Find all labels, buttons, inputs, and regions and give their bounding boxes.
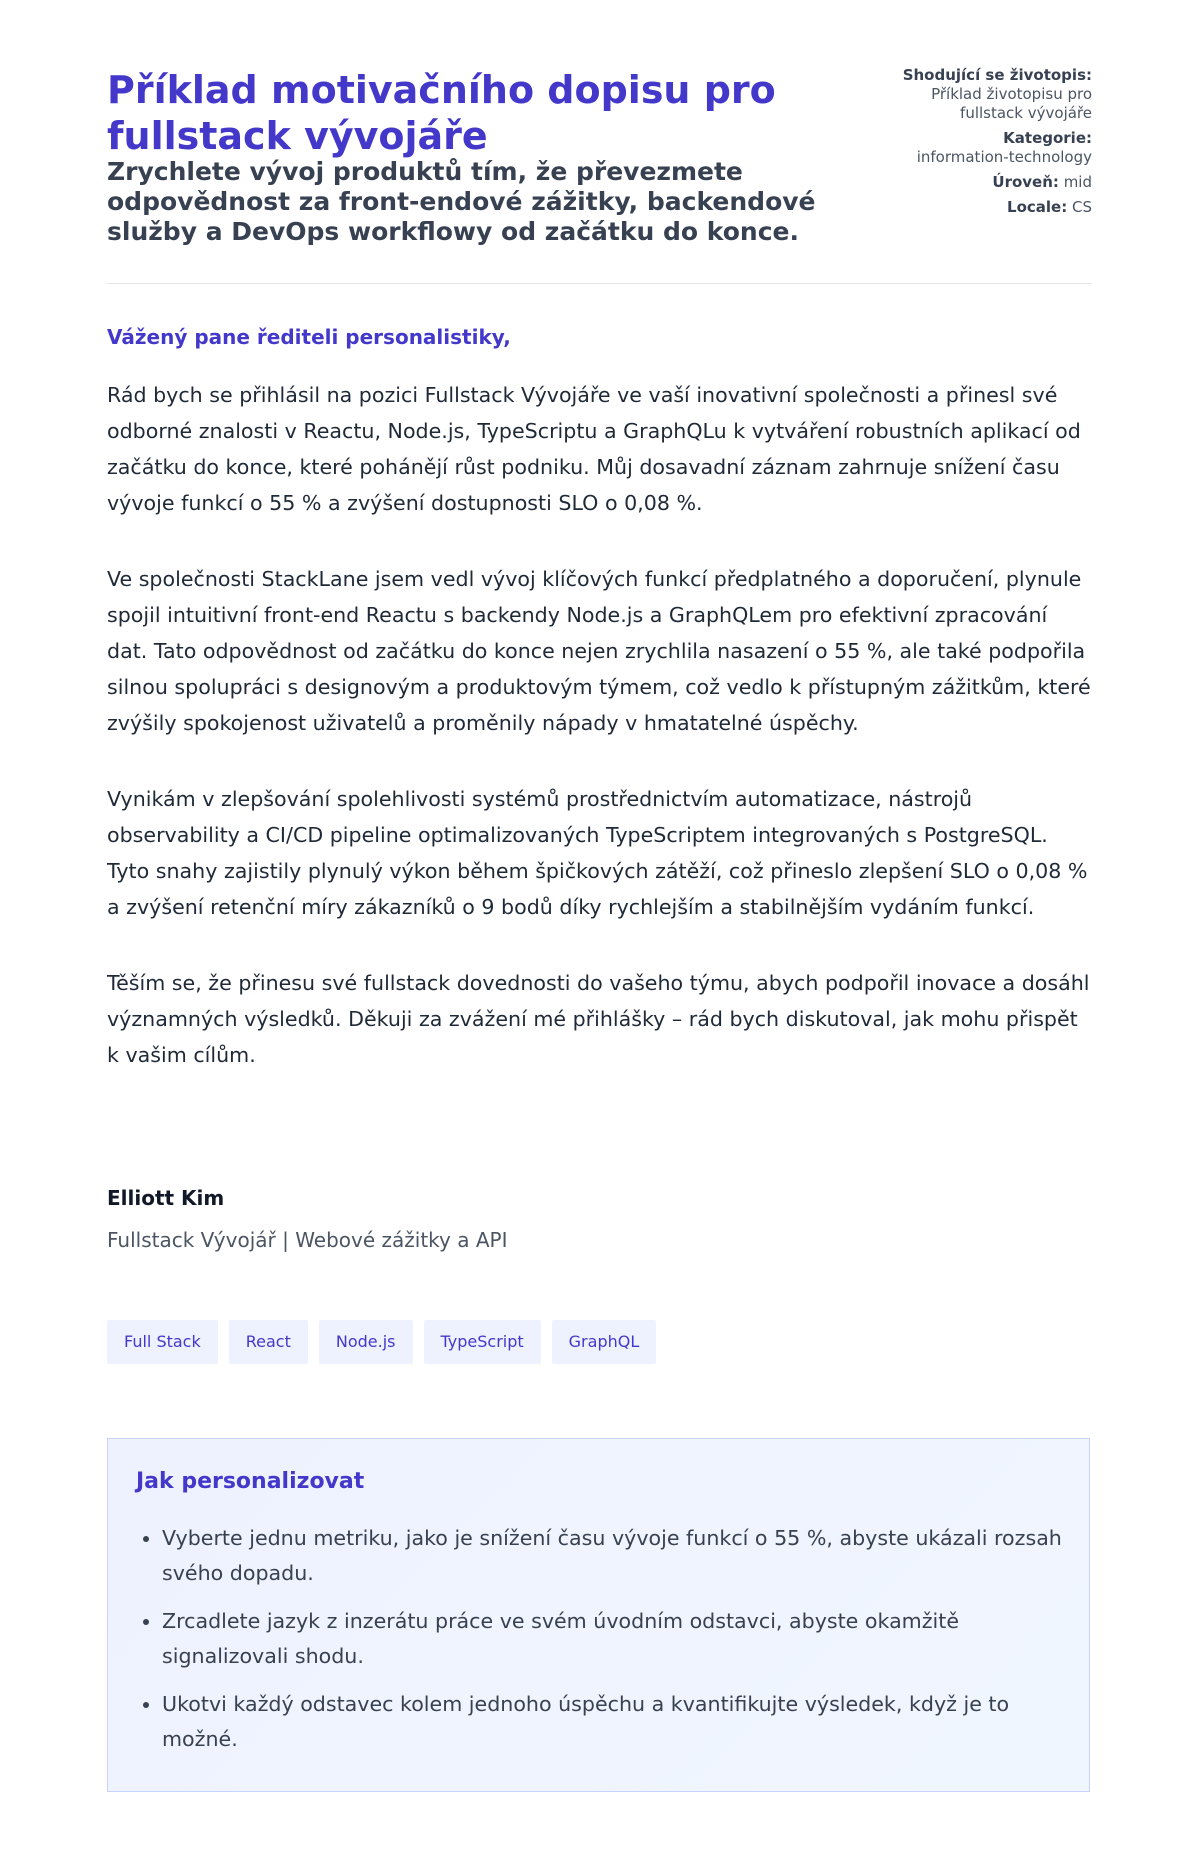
- meta-locale: [882, 198, 1092, 217]
- signature-name: Elliott Kim: [107, 1186, 225, 1210]
- meta-matching-label: Shodující se životopis:: [902, 66, 1092, 84]
- tag-typescript: TypeScript: [424, 1320, 541, 1364]
- page-title: Příklad motivačního dopisu pro fullstack vývojáře: [107, 68, 776, 158]
- letter-body: [107, 322, 1092, 1113]
- meta-category-label: Kategorie:: [1003, 129, 1092, 147]
- tag-full-stack: Full Stack: [107, 1320, 218, 1364]
- tip-item-3: • Ukotvi každý odstavec kolem jednoho úspěchu a kvantifikujte výsledek, když je to možné.: [162, 1687, 1062, 1757]
- letter-paragraph-2: Ve společnosti StackLane jsem vedl vývoj klíčových funkcí předplatného a doporučení, plynule spojil intuitivní front-end Reactu s backendy Node.js a GraphQLem pro efektivní zpracování dat. Tato odpovědnost od začátku do konce nejen zrychlila nasazení o 55 %, ale také podpořila silnou spolupráci s designovým a produktovým týmem, což vedlo k přístupným zážitkům, které zvýšily spokojenost uživatelů a proměnily nápady v hmatatelné úspěchy.: [107, 567, 1091, 735]
- tag-graphql: GraphQL: [552, 1320, 657, 1364]
- page-subtitle: Zrychlete vývoj produktů tím, že převezmete odpovědnost za front-endové zážitky, backendové služby a DevOps workflowy od začátku do konce.: [107, 157, 816, 246]
- meta-matching-resume: [882, 66, 1092, 123]
- meta-level-value: mid: [1063, 173, 1092, 191]
- signature-block: [107, 1183, 1092, 1255]
- letter-paragraph-1: Rád bych se přihlásil na pozici Fullstack Vývojáře ve vaší inovativní společnosti a přinesl své odborné znalosti v Reactu, Node.js, TypeScriptu a GraphQLu k vytváření robustních aplikací od začátku do konce, které pohánějí růst podniku. Můj dosavadní záznam zahrnuje snížení času vývoje funkcí o 55 % a zvýšení dostupnosti SLO o 0,08 %.: [107, 383, 1081, 515]
- letter-greeting: Vážený pane řediteli personalistiky,: [107, 325, 511, 349]
- meta-level-label: Úroveň:: [992, 173, 1059, 191]
- letter-paragraph-3: Vynikám v zlepšování spolehlivosti systémů prostřednictvím automatizace, nástrojů observability a CI/CD pipeline optimalizovaných TypeScriptem integrovaných s PostgreSQL. Tyto snahy zajistily plynulý výkon během špičkových zátěží, což přineslo zlepšení SLO o 0,08 % a zvýšení retenční míry zákazníků o 9 bodů díky rychlejším a stabilnějším vydáním funkcí.: [107, 787, 1088, 919]
- tip-item-2: • Zrcadlete jazyk z inzerátu práce ve svém úvodním odstavci, abyste okamžitě signalizovali shodu.: [162, 1604, 1062, 1674]
- personalization-tips-box: [107, 1438, 1090, 1792]
- skill-tags: [107, 1320, 656, 1364]
- tag-nodejs: Node.js: [319, 1320, 413, 1364]
- meta-locale-value: CS: [1072, 198, 1092, 216]
- cover-letter-page: [107, 0, 1092, 1751]
- meta-panel: [882, 66, 1092, 223]
- tip-item-1: • Vyberte jednu metriku, jako je snížení času vývoje funkcí o 55 %, abyste ukázali rozsah svého dopadu.: [162, 1521, 1062, 1591]
- tips-list: [136, 1521, 1062, 1770]
- signature-role: Fullstack Vývojář | Webové zážitky a API: [107, 1228, 508, 1252]
- tips-title: Jak personalizovat: [136, 1469, 365, 1494]
- page-header: [107, 0, 1092, 284]
- meta-category: [882, 129, 1092, 167]
- meta-locale-label: Locale:: [1007, 198, 1068, 216]
- meta-matching-value: Příklad životopisu pro fullstack vývojáře: [931, 85, 1092, 122]
- meta-level: [882, 173, 1092, 192]
- letter-paragraph-4: Těším se, že přinesu své fullstack dovednosti do vašeho týmu, abych podpořil inovace a dosáhl významných výsledků. Děkuji za zvážení mé přihlášky – rád bych diskutoval, jak mohu přispět k vašim cílům.: [107, 971, 1090, 1067]
- meta-category-value: information-technology: [916, 148, 1092, 166]
- tag-react: React: [229, 1320, 308, 1364]
